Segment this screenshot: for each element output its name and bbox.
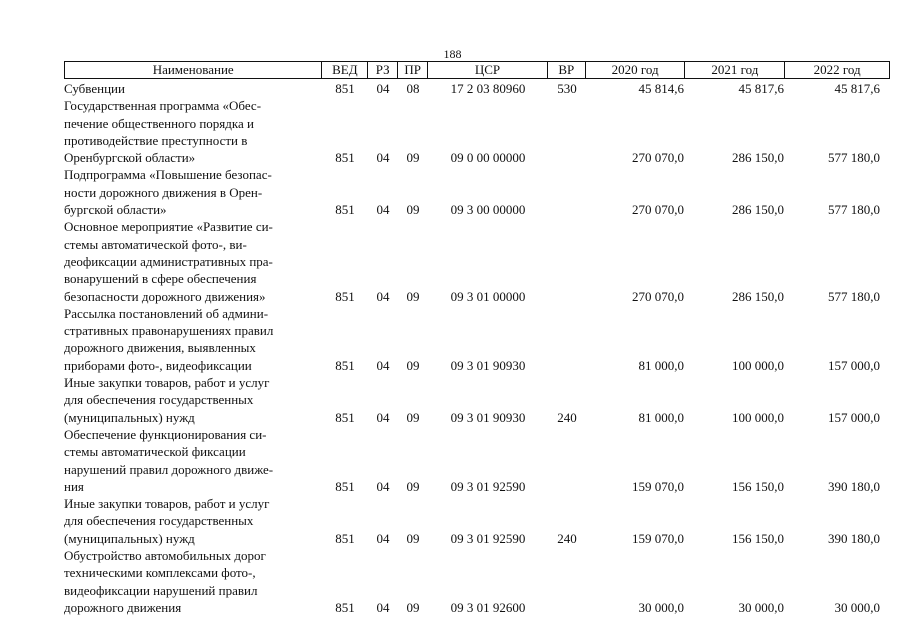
cell-2021: 286 150,0 <box>732 150 784 166</box>
cell-rz: 04 <box>376 478 390 494</box>
cell-csr: 17 2 03 80960 <box>450 81 526 96</box>
cell-pr: 09 <box>406 150 420 166</box>
cell-rz: 04 <box>376 409 390 425</box>
cell-2020: 270 070,0 <box>632 150 684 166</box>
cell-vr: 240 <box>557 409 577 425</box>
cell-ved: 851 <box>335 530 355 546</box>
table-row <box>64 547 890 616</box>
cell-name: Подпрограмма «Повышение безопас- ности дорожного движения в Орен- бургской области» <box>64 167 272 218</box>
cell-2022: 157 000,0 <box>828 409 880 425</box>
cell-rz: 04 <box>376 81 390 96</box>
cell-name: Рассылка постановлений об админи- стративных правонарушениях правил дорожного движения, выявленных приборами фото-, видеофиксации <box>64 305 274 373</box>
cell-ved: 851 <box>335 478 355 494</box>
cell-rz: 04 <box>376 288 390 304</box>
table-row <box>64 495 890 547</box>
cell-csr: 09 3 00 00000 <box>450 202 526 218</box>
cell-pr: 09 <box>406 202 420 218</box>
cell-csr: 09 3 01 92600 <box>450 599 526 615</box>
cell-csr: 09 3 01 90930 <box>450 357 526 373</box>
cell-2021: 286 150,0 <box>732 288 784 304</box>
cell-pr: 09 <box>406 478 420 494</box>
header-pr: ПР <box>398 62 428 78</box>
cell-2021: 100 000,0 <box>732 357 784 373</box>
cell-name: Иные закупки товаров, работ и услуг для обеспечения государственных (муниципальных) нужд <box>64 375 270 425</box>
cell-pr: 09 <box>406 530 420 546</box>
table-row <box>64 80 890 97</box>
table-body <box>64 80 890 616</box>
cell-2021: 30 000,0 <box>738 599 784 615</box>
cell-2020: 45 814,6 <box>638 81 684 96</box>
cell-2022: 577 180,0 <box>828 288 880 304</box>
header-2022: 2022 год <box>813 62 861 77</box>
cell-name: Субвенции <box>64 81 125 96</box>
cell-2021: 156 150,0 <box>732 478 784 494</box>
cell-2020: 159 070,0 <box>632 478 684 494</box>
cell-2020: 30 000,0 <box>638 599 684 615</box>
cell-name: Обеспечение функционирования си- стемы автоматической фиксации нарушений правил дорожного движе- ния <box>64 426 274 494</box>
cell-rz: 04 <box>376 357 390 373</box>
cell-csr: 09 3 01 00000 <box>450 288 526 304</box>
cell-pr: 08 <box>406 81 420 96</box>
page-number: 188 <box>443 47 462 61</box>
cell-2020: 81 000,0 <box>638 409 684 425</box>
header-ved: ВЕД <box>322 62 368 78</box>
cell-2022: 157 000,0 <box>828 357 880 373</box>
header-csr: ЦСР <box>428 62 548 78</box>
cell-csr: 09 3 01 92590 <box>450 478 526 494</box>
cell-rz: 04 <box>376 150 390 166</box>
cell-ved: 851 <box>335 599 355 615</box>
header-vr: ВР <box>548 62 586 78</box>
header-2020: 2020 год <box>586 62 686 78</box>
cell-2020: 81 000,0 <box>638 357 684 373</box>
cell-pr: 09 <box>406 288 420 304</box>
cell-rz: 04 <box>376 530 390 546</box>
cell-csr: 09 3 01 90930 <box>450 409 526 425</box>
cell-csr: 09 0 00 00000 <box>450 150 526 166</box>
cell-2021: 156 150,0 <box>732 530 784 546</box>
cell-ved: 851 <box>335 81 355 96</box>
header-name: Наименование <box>65 62 322 78</box>
cell-ved: 851 <box>335 357 355 373</box>
table-row <box>64 426 890 495</box>
table-row <box>64 374 890 426</box>
cell-2020: 270 070,0 <box>632 288 684 304</box>
cell-2022: 390 180,0 <box>828 478 880 494</box>
cell-pr: 09 <box>406 409 420 425</box>
table-row <box>64 218 890 304</box>
cell-ved: 851 <box>335 409 355 425</box>
cell-rz: 04 <box>376 599 390 615</box>
cell-pr: 09 <box>406 357 420 373</box>
cell-2022: 390 180,0 <box>828 530 880 546</box>
table-row <box>64 166 890 218</box>
cell-2022: 45 817,6 <box>834 81 880 96</box>
cell-vr: 240 <box>557 530 577 546</box>
cell-2020: 159 070,0 <box>632 530 684 546</box>
cell-2021: 45 817,6 <box>738 81 784 96</box>
cell-2021: 286 150,0 <box>732 202 784 218</box>
table-header <box>64 61 890 79</box>
table-row <box>64 97 890 166</box>
cell-2020: 270 070,0 <box>632 202 684 218</box>
cell-2022: 30 000,0 <box>834 599 880 615</box>
cell-ved: 851 <box>335 202 355 218</box>
cell-name: Государственная программа «Обес- печение общественного порядка и противодействие преступности в Оренбургской области» <box>64 98 262 166</box>
cell-2022: 577 180,0 <box>828 202 880 218</box>
cell-pr: 09 <box>406 599 420 615</box>
header-rz: РЗ <box>368 62 398 78</box>
cell-ved: 851 <box>335 288 355 304</box>
cell-name: Иные закупки товаров, работ и услуг для обеспечения государственных (муниципальных) нужд <box>64 496 270 546</box>
cell-2022: 577 180,0 <box>828 150 880 166</box>
table-row <box>64 305 890 374</box>
cell-rz: 04 <box>376 202 390 218</box>
cell-2021: 100 000,0 <box>732 409 784 425</box>
cell-csr: 09 3 01 92590 <box>450 530 526 546</box>
cell-vr: 530 <box>557 81 577 96</box>
cell-name: Обустройство автомобильных дорог техническими комплексами фото-, видеофиксации нарушений правил дорожного движения <box>64 548 266 615</box>
header-2021: 2021 год <box>685 62 785 78</box>
cell-name: Основное мероприятие «Развитие си- стемы автоматической фото-, ви- деофиксации административных пра- вонарушений в сфере обеспечения безопасности дорожного движения» <box>64 219 273 304</box>
cell-ved: 851 <box>335 150 355 166</box>
